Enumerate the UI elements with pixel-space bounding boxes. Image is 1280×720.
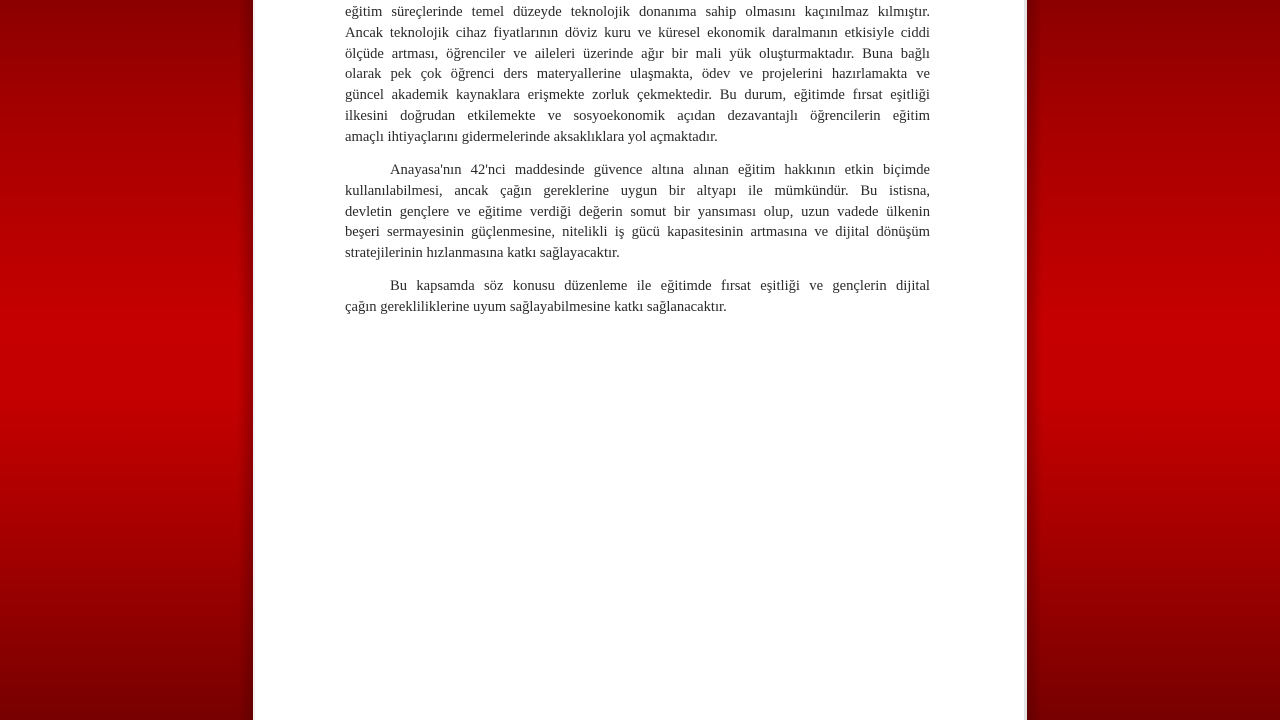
paragraph-3 — [345, 276, 930, 318]
text-line: ilkesini doğrudan etkilemekte ve sosyoekonomik açıdan dezavantajlı öğrencilerin eğitim — [345, 107, 930, 124]
text-line: devletin gençlere ve eğitime verdiği değerin somut bir yansıması olup, uzun vadede ülkenin — [345, 203, 930, 220]
background-left — [0, 0, 253, 720]
paragraph-1 — [345, 2, 930, 148]
text-line: çağın gerekliliklerine uyum sağlayabilmesine katkı sağlanacaktır. — [345, 298, 727, 315]
background-right — [1027, 0, 1280, 720]
text-line: Ancak teknolojik cihaz fiyatlarının döviz kuru ve küresel ekonomik daralmanın etkisiyle ciddi — [345, 24, 930, 41]
text-line: stratejilerinin hızlanmasına katkı sağlayacaktır. — [345, 245, 620, 262]
text-line: olarak pek çok öğrenci ders materyallerine ulaşmakta, ödev ve projelerini hazırlamakta ve — [345, 66, 930, 83]
text-line: beşeri sermayesinin güçlenmesine, nitelikli iş gücü kapasitesinin artmasına ve dijital dönüşüm — [345, 224, 930, 241]
text-line: amaçlı ihtiyaçlarını gidermelerinde aksaklıklara yol açmaktadır. — [345, 128, 718, 145]
document-page — [253, 0, 1027, 720]
text-line: kullanılabilmesi, ancak çağın gereklerine uygun bir altyapı ile mümkündür. Bu istisna, — [345, 182, 930, 199]
text-line: eğitim süreçlerinde temel düzeyde teknolojik donanıma sahip olmasını kaçınılmaz kılmıştır. — [345, 4, 930, 20]
paragraph-2 — [345, 160, 930, 264]
text-line: Bu kapsamda söz konusu düzenleme ile eğitimde fırsat eşitliği ve gençlerin dijital — [390, 278, 930, 294]
text-line: Anayasa'nın 42'nci maddesinde güvence altına alınan eğitim hakkının etkin biçimde — [390, 162, 930, 178]
text-line: güncel akademik kaynaklara erişmekte zorluk çekmektedir. Bu durum, eğitimde fırsat eşitliği — [345, 87, 930, 104]
text-line: ölçüde artması, öğrenciler ve aileleri üzerinde ağır bir mali yük oluşturmaktadır. Buna bağlı — [345, 45, 930, 62]
